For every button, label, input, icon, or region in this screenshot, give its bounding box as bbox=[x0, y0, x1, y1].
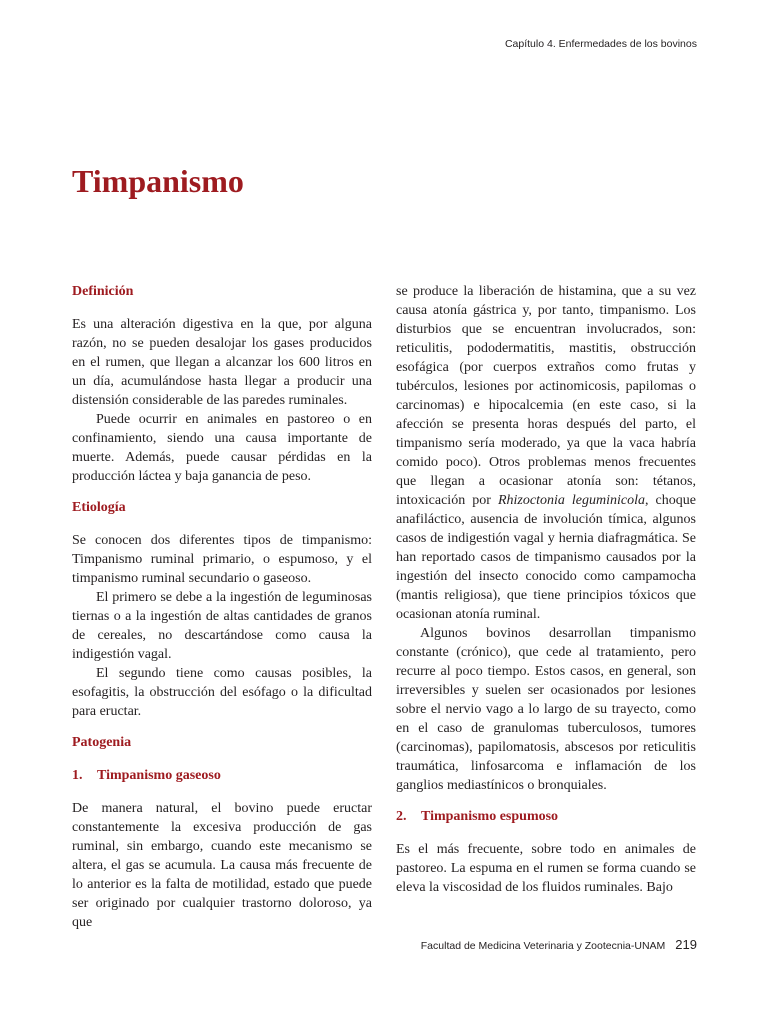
subsection-number-1: 1. bbox=[72, 768, 83, 783]
subsection-heading-espumoso bbox=[396, 807, 696, 826]
paragraph-gaseoso-1: De manera natural, el bovino puede eructar constantemente la excesiva producción de gas ruminal, sin embargo, cuando este mecanismo se altera, el gas se acumula. La causa más frecuente de lo anterior es la falta de motilidad, estado que puede ser originado por cualquier trastorno doloroso, ya que bbox=[72, 801, 372, 930]
section-heading-definicion: Definición bbox=[72, 284, 134, 299]
subsection-heading-gaseoso bbox=[72, 766, 372, 785]
paragraph-etiologia-3: El segundo tiene como causas posibles, la esofagitis, la obstrucción del esófago o la dificultad para eructar. bbox=[72, 666, 372, 719]
paragraph-definicion-2: Puede ocurrir en animales en pastoreo o en confinamiento, siendo una causa importante de muerte. Además, puede causar pérdidas en la producción láctea y baja ganancia de peso. bbox=[72, 412, 372, 484]
subsection-title-espumoso: Timpanismo espumoso bbox=[421, 809, 559, 824]
paragraph-gaseoso-chronic: Algunos bovinos desarrollan timpanismo constante (crónico), que cede al tratamiento, pero recurre al poco tiempo. Estos casos, en general, son irreversibles y suelen ser ocasionados por lesiones sobre el nervio vago a lo largo de su trayecto, como en el caso de granulomas tuberculosos, tumores (carcinomas), papilomatosis, abscesos por reticulitis traumática, linfosarcoma e inflamación de los ganglios mediastínicos o bronquiales. bbox=[396, 626, 696, 793]
footer-institution: Facultad de Medicina Veterinaria y Zootecnia-UNAM bbox=[420, 940, 666, 952]
paragraph-gaseoso-continued-b: , choque anafiláctico, ausencia de involución tímica, algunos casos de indigestión vagal y hernia diafragmática. Se han reportado casos de timpanismo causados por la ingestión del insecto conocido como campamocha (mantis religiosa), que tiene principios tóxicos que ocasionan atonía ruminal. bbox=[396, 493, 696, 622]
paragraph-etiologia-1: Se conocen dos diferentes tipos de timpanismo: Timpanismo ruminal primario, o espumoso, y el timpanismo ruminal secundario o gaseoso. bbox=[72, 533, 372, 586]
species-name-italic: Rhizoctonia leguminicola bbox=[497, 493, 645, 508]
page-number: 219 bbox=[675, 937, 697, 952]
section-heading-patogenia: Patogenia bbox=[72, 735, 132, 750]
left-column bbox=[72, 282, 372, 932]
subsection-title-gaseoso: Timpanismo gaseoso bbox=[97, 768, 221, 783]
right-column bbox=[396, 282, 696, 897]
paragraph-definicion-1: Es una alteración digestiva en la que, por alguna razón, no se pueden desalojar los gases producidos en el rumen, que llegan a alcanzar los 600 litros en un día, acumulándose hasta llegar a producir una distensión considerable de las paredes ruminales. bbox=[72, 317, 372, 408]
paragraph-gaseoso-continued bbox=[396, 282, 696, 624]
page-title: Timpanismo bbox=[72, 163, 244, 199]
paragraph-espumoso-1: Es el más frecuente, sobre todo en animales de pastoreo. La espuma en el rumen se forma cuando se eleva la viscosidad de los fluidos ruminales. Bajo bbox=[396, 842, 696, 895]
paragraph-gaseoso-continued-a: se produce la liberación de histamina, que a su vez causa atonía gástrica y, por tanto, timpanismo. Los disturbios que se encuentran involucrados, son: reticulitis, pododermatitis, mastitis, obstrucción esofágica (por cuerpos extraños como frutas y tubérculos, lesiones por actinomicosis, papilomas o carcinomas) e hipocalcemia (en este caso, si la afección se presenta horas después del parto, el timpanismo sería moderado, ya que la vaca habría comido poco). Otros problemas menos frecuentes que llegan a ocasionar atonía son: tétanos, intoxicación por bbox=[396, 284, 696, 508]
subsection-number-2: 2. bbox=[396, 809, 407, 824]
running-header-chapter: Capítulo 4. Enfermedades de los bovinos bbox=[504, 38, 697, 50]
page-footer bbox=[421, 937, 697, 952]
paragraph-etiologia-2: El primero se debe a la ingestión de leguminosas tiernas o a la ingestión de altas cantidades de granos de cereales, no descartándose como causa la indigestión vagal. bbox=[72, 590, 372, 662]
section-heading-etiologia: Etiología bbox=[72, 500, 126, 515]
